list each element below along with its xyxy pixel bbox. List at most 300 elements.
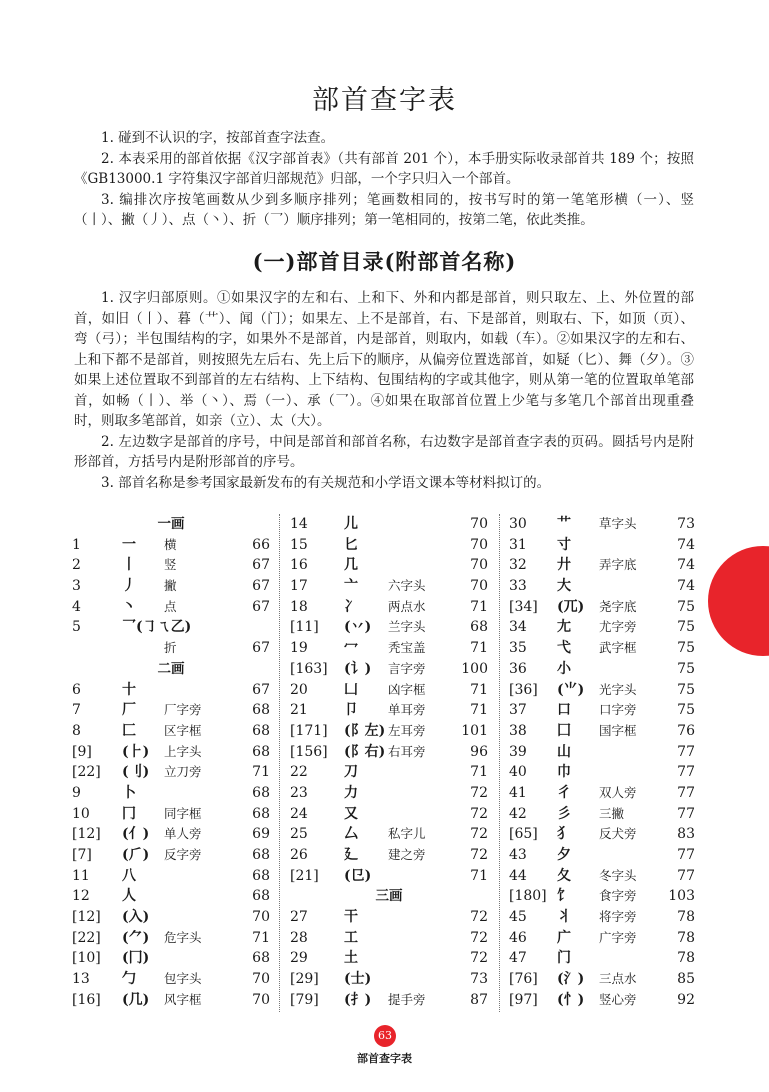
- radical-number: [29]: [290, 971, 319, 988]
- page-title: 部首查字表: [312, 85, 457, 116]
- radical-number: [10]: [72, 950, 101, 967]
- radical-glyph: 廴: [344, 847, 358, 863]
- column-divider: [499, 514, 500, 1012]
- radical-number: [9]: [72, 743, 92, 760]
- radical-row: [509, 535, 695, 556]
- radical-row: [72, 948, 270, 969]
- radical-number: [22]: [72, 764, 101, 781]
- page-ref: 83: [677, 826, 695, 843]
- radical-number: 10: [72, 805, 90, 822]
- radical-number: 11: [72, 867, 90, 884]
- radical-row: [72, 928, 270, 949]
- radical-row: [72, 535, 270, 556]
- radical-glyph: (⺌): [557, 681, 585, 698]
- page-ref: 72: [470, 805, 488, 822]
- radical-column-3: [509, 514, 695, 1011]
- radical-number: [171]: [290, 722, 328, 739]
- radical-name: 点: [164, 598, 177, 614]
- rules-notes: [74, 288, 694, 493]
- radical-row: [509, 969, 695, 990]
- radical-glyph: 厶: [344, 826, 358, 843]
- radical-glyph: 丿: [122, 578, 136, 595]
- radical-glyph: (冂): [122, 950, 150, 967]
- radical-number: 18: [290, 598, 308, 615]
- page-ref: 75: [677, 640, 695, 657]
- radical-name: 草字头: [599, 516, 637, 531]
- page-ref: 67: [252, 578, 270, 595]
- page-ref: 72: [470, 826, 488, 843]
- radical-row: [72, 680, 270, 701]
- radical-glyph: (阝右): [344, 743, 386, 760]
- section-title: (一)部首目录(附部首名称): [252, 249, 517, 274]
- radical-name: 包字头: [164, 971, 202, 987]
- intro-notes: [74, 128, 694, 231]
- page-ref: 72: [470, 909, 488, 926]
- radical-number: 16: [290, 557, 308, 574]
- radical-number: 29: [290, 950, 308, 967]
- radical-number: 38: [509, 722, 527, 739]
- radical-glyph: 尢: [557, 619, 571, 636]
- radical-name: 私字儿: [388, 826, 426, 842]
- page-ref: 75: [677, 598, 695, 615]
- radical-glyph: 匚: [122, 722, 136, 739]
- radical-glyph: (士): [344, 971, 372, 988]
- page-ref: 70: [470, 536, 488, 553]
- page-ref: 68: [470, 619, 488, 636]
- radical-row: [72, 845, 270, 866]
- radical-glyph: 夕: [557, 847, 571, 863]
- page-ref: 68: [252, 784, 270, 801]
- radical-name: 广字旁: [599, 929, 637, 945]
- radical-row: [72, 617, 270, 638]
- radical-glyph: 饣: [557, 888, 571, 905]
- radical-glyph: 冫: [344, 598, 358, 615]
- radical-row: [290, 721, 488, 742]
- radical-row: [72, 824, 270, 845]
- radical-glyph: (丷): [344, 619, 372, 636]
- radical-number: 40: [509, 764, 527, 781]
- radical-row: [72, 866, 270, 887]
- radical-row: [290, 928, 488, 949]
- page-ref: 69: [252, 826, 270, 843]
- page-ref: 70: [470, 578, 488, 595]
- radical-number: 25: [290, 826, 308, 843]
- radical-row: [290, 535, 488, 556]
- page-ref: 77: [677, 847, 695, 863]
- radical-row: [290, 824, 488, 845]
- page-ref: 68: [252, 805, 270, 822]
- radical-glyph: 凵: [344, 681, 358, 698]
- radical-row: [509, 659, 695, 680]
- radical-glyph: (兀): [557, 598, 585, 615]
- radical-name: 提手旁: [388, 991, 426, 1007]
- page-ref: 68: [252, 888, 270, 905]
- page-ref: 71: [470, 681, 488, 698]
- radical-glyph: 大: [557, 578, 571, 595]
- page-ref: 77: [677, 764, 695, 781]
- radical-number: [36]: [509, 681, 538, 698]
- page-ref: 71: [470, 702, 488, 719]
- page-ref: 71: [470, 640, 488, 657]
- radical-number: 8: [72, 722, 81, 739]
- radical-number: 23: [290, 784, 308, 801]
- radical-name: 两点水: [388, 598, 426, 614]
- radical-glyph: 卩: [344, 702, 358, 719]
- radical-row: [290, 555, 488, 576]
- radical-glyph: (忄): [557, 991, 585, 1008]
- radical-row: [509, 721, 695, 742]
- page-ref: 71: [252, 764, 270, 781]
- radical-name: 兰字头: [388, 619, 426, 635]
- radical-number: 32: [509, 557, 527, 574]
- radical-name: 同字框: [164, 805, 202, 821]
- page-ref: 68: [252, 702, 270, 719]
- radical-row: [72, 969, 270, 990]
- page-ref: 67: [252, 681, 270, 698]
- radical-number: 13: [72, 971, 90, 988]
- radical-name: 单人旁: [164, 826, 202, 842]
- radical-name: 尧字底: [599, 598, 637, 614]
- page-ref: 70: [470, 557, 488, 574]
- intro-note: 3. 编排次序按笔画数从少到多顺序排列；笔画数相同的，按书写时的第一笔笔形横（一）、竖（丨）、撇（丿）、点（丶）、折（乛）顺序排列；第一笔相同的，按第二笔，依此类推。: [74, 191, 694, 228]
- radical-number: [97]: [509, 991, 538, 1008]
- page-number: 63: [374, 1025, 396, 1047]
- radical-number: 45: [509, 909, 527, 926]
- radical-row: [509, 948, 695, 969]
- radical-glyph: 厂: [122, 702, 136, 719]
- radical-name: 口字旁: [599, 702, 637, 718]
- page-ref: 70: [252, 991, 270, 1008]
- radical-glyph: 廾: [557, 557, 571, 574]
- radical-number: 37: [509, 702, 527, 719]
- page-ref: 73: [470, 971, 488, 988]
- radical-name: 厂字旁: [164, 702, 202, 718]
- page-ref: 101: [461, 722, 488, 739]
- page-ref: 75: [677, 681, 695, 698]
- page-ref: 75: [677, 702, 695, 719]
- radical-number: [22]: [72, 929, 101, 946]
- radical-row: [72, 555, 270, 576]
- radical-name: 弄字底: [599, 557, 637, 573]
- radical-number: 28: [290, 929, 308, 946]
- radical-glyph: 刀: [344, 764, 358, 781]
- page-ref: 87: [470, 991, 488, 1008]
- radical-row: [509, 990, 695, 1011]
- radical-number: 47: [509, 950, 527, 967]
- radical-row: [290, 576, 488, 597]
- radical-number: 46: [509, 929, 527, 946]
- radical-row: [72, 804, 270, 825]
- page-ref: 100: [461, 660, 488, 677]
- radical-number: [156]: [290, 743, 328, 760]
- radical-row: [72, 907, 270, 928]
- page-ref: 77: [677, 805, 695, 822]
- page-ref: 77: [677, 784, 695, 801]
- radical-number: 24: [290, 805, 308, 822]
- page-ref: 70: [252, 971, 270, 988]
- page-ref: 85: [677, 971, 695, 988]
- radical-row: [290, 990, 488, 1011]
- radical-number: 21: [290, 702, 308, 719]
- radical-name: 秃宝盖: [388, 640, 426, 656]
- page-ref: 72: [470, 950, 488, 967]
- page-ref: 66: [252, 536, 270, 553]
- radical-row: [290, 514, 488, 535]
- intro-note: 2. 本表采用的部首依据《汉字部首表》（共有部首 201 个），本手册实际收录部首共 189 个；按照《GB13000.1 字符集汉字部首归部规范》归部，一个字只归入一个部首。: [74, 150, 694, 187]
- radical-glyph: (⺊): [122, 743, 150, 760]
- radical-row: [290, 638, 488, 659]
- page-ref: 92: [677, 991, 695, 1008]
- radical-number: 7: [72, 702, 81, 719]
- radical-number: 39: [509, 743, 527, 760]
- radical-row: [509, 886, 695, 907]
- radical-name: 危字头: [164, 929, 202, 945]
- radical-glyph: 八: [122, 867, 136, 884]
- radical-row: [290, 680, 488, 701]
- radical-row: [72, 576, 270, 597]
- radical-row: [290, 804, 488, 825]
- radical-row: [72, 597, 270, 618]
- radical-name: 武字框: [599, 640, 637, 656]
- radical-glyph: (刂): [122, 764, 150, 781]
- radical-glyph: 乛(㇆ㄟ乙): [122, 619, 192, 636]
- page-ref: 75: [677, 619, 695, 636]
- page-ref: 68: [252, 743, 270, 760]
- page-ref: 77: [677, 867, 695, 884]
- radical-row: [509, 617, 695, 638]
- page-ref: 67: [252, 598, 270, 615]
- radical-name: 言字旁: [388, 660, 426, 676]
- radical-number: [79]: [290, 991, 319, 1008]
- radical-glyph: 彡: [557, 805, 571, 822]
- radical-name: 三撇: [599, 805, 625, 821]
- radical-name: 凶字框: [388, 681, 426, 697]
- stroke-group-header: 三画: [375, 888, 403, 905]
- radical-name: 反字旁: [164, 847, 202, 862]
- radical-number: 26: [290, 847, 308, 863]
- page-ref: 78: [677, 929, 695, 946]
- radical-glyph: 又: [344, 805, 358, 822]
- radical-number: [180]: [509, 888, 547, 905]
- radical-row: [509, 804, 695, 825]
- radical-number: 44: [509, 867, 527, 884]
- page-ref: 71: [470, 764, 488, 781]
- page-ref: 67: [252, 557, 270, 574]
- radical-glyph: 夂: [557, 867, 571, 884]
- radical-glyph: 匕: [344, 536, 358, 553]
- radical-number: 27: [290, 909, 308, 926]
- radical-glyph: 儿: [344, 516, 358, 532]
- page-ref: 70: [470, 516, 488, 532]
- radical-glyph: 工: [344, 929, 358, 946]
- radical-name: 风字框: [164, 991, 202, 1007]
- radical-glyph: 力: [344, 784, 358, 801]
- radical-number: [11]: [290, 619, 319, 636]
- page-ref: 78: [677, 909, 695, 926]
- radical-glyph: 彳: [557, 784, 571, 801]
- page-ref: 103: [668, 888, 695, 905]
- radical-glyph: 犭: [557, 826, 571, 843]
- radical-row: [509, 866, 695, 887]
- page-ref: 71: [252, 929, 270, 946]
- page-ref: 77: [677, 743, 695, 760]
- page-ref: 68: [252, 722, 270, 739]
- radical-row: [290, 742, 488, 763]
- radical-index-table: [72, 514, 696, 1014]
- radical-name: 竖: [164, 557, 177, 573]
- radical-row: [290, 762, 488, 783]
- radical-name: 反犬旁: [599, 826, 637, 842]
- radical-name: 尤字旁: [599, 619, 637, 635]
- radical-glyph: 丨: [122, 557, 136, 574]
- radical-row: [290, 783, 488, 804]
- radical-row: [509, 783, 695, 804]
- radical-glyph: (讠): [344, 660, 372, 677]
- radical-name: 立刀旁: [164, 764, 202, 780]
- page-ref: 70: [252, 909, 270, 926]
- radical-name: 上字头: [164, 743, 202, 759]
- radical-number: 6: [72, 681, 81, 698]
- radical-number: 9: [72, 784, 81, 801]
- radical-glyph: 小: [557, 660, 571, 677]
- stroke-group-header: 一画: [157, 516, 185, 532]
- radical-row: [290, 659, 488, 680]
- radical-row: [290, 845, 488, 866]
- radical-glyph: 口: [557, 702, 571, 719]
- radical-glyph: 艹: [557, 516, 571, 532]
- radical-number: [12]: [72, 826, 101, 843]
- radical-glyph: (亻): [122, 826, 150, 843]
- radical-row: [72, 783, 270, 804]
- radical-glyph: 弋: [557, 640, 571, 657]
- radical-glyph: 囗: [557, 722, 571, 739]
- radical-glyph: 勹: [122, 971, 136, 988]
- radical-number: [7]: [72, 847, 92, 863]
- radical-glyph: 一: [122, 536, 136, 553]
- radical-row: [72, 700, 270, 721]
- radical-number: 12: [72, 888, 90, 905]
- radical-number: 2: [72, 557, 81, 574]
- radical-number: 19: [290, 640, 308, 657]
- radical-number: [16]: [72, 991, 101, 1008]
- radical-name: 三点水: [599, 971, 637, 987]
- radical-number: [163]: [290, 660, 328, 677]
- radical-number: 15: [290, 536, 308, 553]
- page-ref: 71: [470, 867, 488, 884]
- rule-note: 1. 汉字归部原则。①如果汉字的左和右、上和下、外和内都是部首，则只取左、上、外位置的部首，如旧（丨）、暮（艹）、闻（门）；如果左、上不是部首，右、下是部首，则取右、下，如顶（页）、弯（弓）；半包围结构的字，如果外不是部首，内是部首，则取内，如载（车）。②如果汉字的左和右、上和下都不是部首，则按照先左后右、先上后下的顺序，从偏旁位置选部首，如疑（匕）、舞（夕）。③如果上述位置取不到部首的左右结构、上下结构、包围结构的字或其他字，则从第一笔的位置取单笔部首，如畅（丨）、举（丶）、焉（一）、承（乛）。④如果在取部首位置上少笔与多笔几个部首出现重叠时，则取多笔部首，如亲（立）、太（大）。: [74, 290, 694, 429]
- page-ref: 72: [470, 784, 488, 801]
- radical-name: 竖心旁: [599, 991, 637, 1007]
- radical-name: 折: [164, 640, 177, 656]
- page-ref: 68: [252, 867, 270, 884]
- radical-number: 41: [509, 784, 527, 801]
- radical-glyph: (阝左): [344, 722, 386, 739]
- radical-glyph: (㔾): [344, 867, 372, 884]
- radical-number: [65]: [509, 826, 538, 843]
- radical-number: 1: [72, 536, 81, 553]
- radical-glyph: 巾: [557, 764, 571, 781]
- radical-name: 光字头: [599, 681, 637, 697]
- radical-number: 5: [72, 619, 81, 636]
- stroke-group-header: 二画: [157, 660, 185, 677]
- radical-glyph: 卜: [122, 784, 136, 801]
- radical-name: 将字旁: [599, 909, 637, 925]
- radical-glyph: 广: [557, 929, 571, 946]
- radical-row: [72, 638, 270, 659]
- radical-row: [509, 762, 695, 783]
- radical-number: 43: [509, 847, 527, 863]
- radical-name: 食字旁: [599, 888, 637, 904]
- radical-row: [72, 886, 270, 907]
- radical-row: [72, 742, 270, 763]
- radical-row: [509, 597, 695, 618]
- radical-glyph: 十: [122, 681, 136, 698]
- radical-glyph: 山: [557, 743, 571, 760]
- radical-row: [509, 555, 695, 576]
- radical-row: [509, 742, 695, 763]
- radical-name: 建之旁: [388, 847, 426, 862]
- radical-number: 20: [290, 681, 308, 698]
- radical-column-2: [290, 514, 488, 1011]
- radical-row: [509, 700, 695, 721]
- radical-name: 区字框: [164, 722, 202, 738]
- page-ref: 75: [677, 660, 695, 677]
- radical-number: [76]: [509, 971, 538, 988]
- radical-number: 35: [509, 640, 527, 657]
- radical-name: 单耳旁: [388, 702, 426, 718]
- radical-number: [12]: [72, 909, 101, 926]
- page-ref: 71: [470, 598, 488, 615]
- radical-name: 右耳旁: [388, 743, 426, 759]
- radical-row: [509, 638, 695, 659]
- radical-glyph: 丶: [122, 598, 136, 615]
- page-ref: 96: [470, 743, 488, 760]
- page-ref: 76: [677, 722, 695, 739]
- radical-glyph: 干: [344, 909, 358, 926]
- page-ref: 68: [252, 950, 270, 967]
- radical-glyph: 几: [344, 557, 358, 574]
- radical-glyph: 亠: [344, 578, 358, 595]
- radical-glyph: 寸: [557, 536, 571, 553]
- radical-glyph: 冖: [344, 640, 358, 657]
- radical-row: [290, 866, 488, 887]
- page-ref: 74: [677, 578, 695, 595]
- radical-row: [290, 597, 488, 618]
- radical-row: [72, 990, 270, 1011]
- radical-glyph: 人: [122, 888, 136, 905]
- page-ref: 73: [677, 516, 695, 532]
- radical-number: 22: [290, 764, 308, 781]
- radical-number: 17: [290, 578, 308, 595]
- radical-glyph: 土: [344, 950, 358, 967]
- radical-glyph: 门: [557, 950, 571, 967]
- radical-number: 34: [509, 619, 527, 636]
- radical-name: 冬字头: [599, 867, 637, 883]
- radical-row: [509, 576, 695, 597]
- intro-note: 1. 碰到不认识的字，按部首查字法查。: [101, 130, 335, 146]
- radical-row: [290, 700, 488, 721]
- radical-glyph: 冂: [122, 805, 136, 822]
- rule-note: 3. 部首名称是参考国家最新发布的有关规范和小学语文课本等材料拟订的。: [101, 474, 551, 491]
- radical-name: 双人旁: [599, 784, 637, 800]
- radical-number: 31: [509, 536, 527, 553]
- radical-glyph: 丬: [557, 909, 571, 926]
- radical-number: 36: [509, 660, 527, 677]
- column-divider: [279, 514, 280, 1012]
- running-footer: 部首查字表: [357, 1052, 412, 1065]
- page-ref: 67: [252, 640, 270, 657]
- radical-number: 4: [72, 598, 81, 615]
